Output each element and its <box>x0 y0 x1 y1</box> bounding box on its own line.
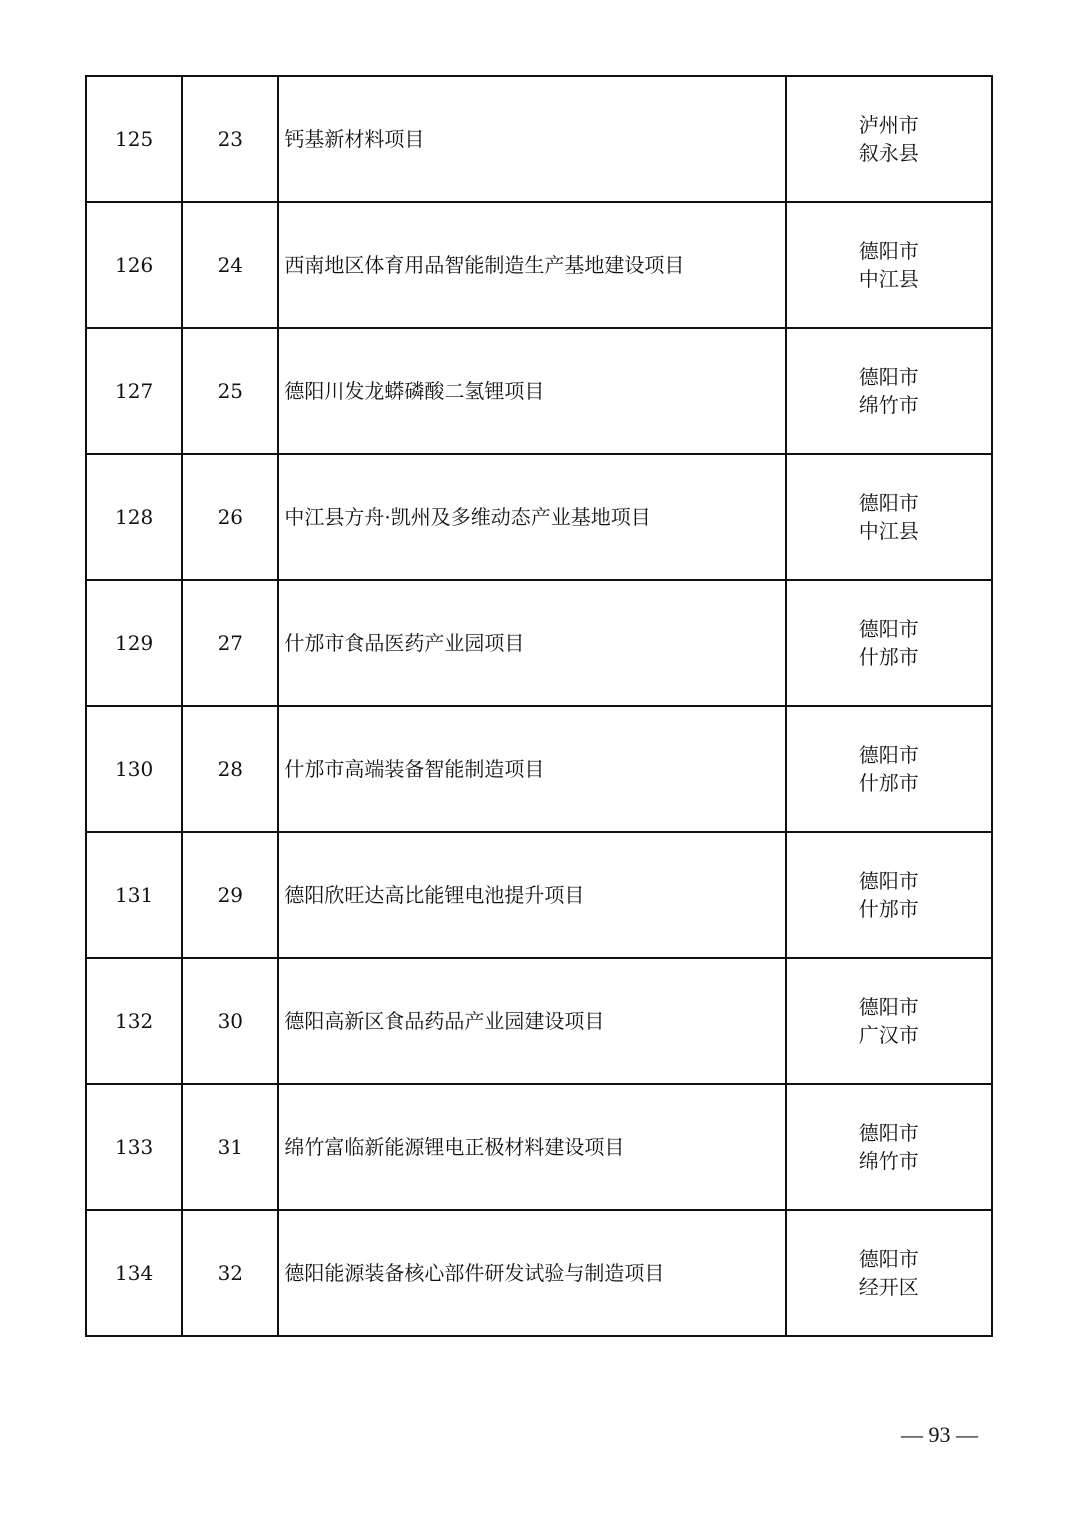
location-city: 德阳市 <box>858 239 919 263</box>
location-cell <box>786 706 992 832</box>
project-name-cell: 西南地区体育用品智能制造生产基地建设项目 <box>278 202 785 328</box>
location-cell <box>786 76 992 202</box>
location-county: 什邡市 <box>858 897 919 921</box>
seq-cell: 127 <box>86 328 182 454</box>
location-cell <box>786 202 992 328</box>
location-city: 德阳市 <box>858 1121 919 1145</box>
project-name-cell: 钙基新材料项目 <box>278 76 785 202</box>
location-county: 叙永县 <box>858 141 919 165</box>
table-row <box>86 832 992 958</box>
seq-cell: 131 <box>86 832 182 958</box>
project-table <box>85 75 993 1337</box>
table-row <box>86 580 992 706</box>
project-name-cell: 中江县方舟·凯州及多维动态产业基地项目 <box>278 454 785 580</box>
sub-seq-cell: 30 <box>182 958 278 1084</box>
location-county: 中江县 <box>858 519 919 543</box>
location-city: 泸州市 <box>858 113 919 137</box>
sub-seq-cell: 23 <box>182 76 278 202</box>
location-county: 绵竹市 <box>858 1149 919 1173</box>
sub-seq-cell: 24 <box>182 202 278 328</box>
location-city: 德阳市 <box>858 491 919 515</box>
project-name-cell: 什邡市食品医药产业园项目 <box>278 580 785 706</box>
table-row <box>86 1084 992 1210</box>
seq-cell: 129 <box>86 580 182 706</box>
location-cell <box>786 1210 992 1336</box>
project-name-cell: 德阳高新区食品药品产业园建设项目 <box>278 958 785 1084</box>
sub-seq-cell: 27 <box>182 580 278 706</box>
table-row <box>86 706 992 832</box>
location-city: 德阳市 <box>858 743 919 767</box>
table-row <box>86 328 992 454</box>
location-cell <box>786 1084 992 1210</box>
location-county: 绵竹市 <box>858 393 919 417</box>
project-name-cell: 德阳能源装备核心部件研发试验与制造项目 <box>278 1210 785 1336</box>
location-county: 什邡市 <box>858 645 919 669</box>
seq-cell: 128 <box>86 454 182 580</box>
sub-seq-cell: 29 <box>182 832 278 958</box>
sub-seq-cell: 25 <box>182 328 278 454</box>
table-row <box>86 76 992 202</box>
sub-seq-cell: 31 <box>182 1084 278 1210</box>
project-name-cell: 德阳欣旺达高比能锂电池提升项目 <box>278 832 785 958</box>
location-city: 德阳市 <box>858 1247 919 1271</box>
table-row <box>86 958 992 1084</box>
seq-cell: 126 <box>86 202 182 328</box>
location-county: 经开区 <box>858 1275 919 1299</box>
table-row <box>86 1210 992 1336</box>
seq-cell: 130 <box>86 706 182 832</box>
location-city: 德阳市 <box>858 869 919 893</box>
page-number: — 93 — <box>901 1422 978 1447</box>
seq-cell: 134 <box>86 1210 182 1336</box>
location-cell <box>786 832 992 958</box>
table-row <box>86 454 992 580</box>
seq-cell: 132 <box>86 958 182 1084</box>
location-city: 德阳市 <box>858 995 919 1019</box>
seq-cell: 133 <box>86 1084 182 1210</box>
project-name-cell: 德阳川发龙蟒磷酸二氢锂项目 <box>278 328 785 454</box>
location-cell <box>786 580 992 706</box>
seq-cell: 125 <box>86 76 182 202</box>
location-county: 什邡市 <box>858 771 919 795</box>
location-city: 德阳市 <box>858 617 919 641</box>
location-cell <box>786 958 992 1084</box>
location-cell <box>786 328 992 454</box>
sub-seq-cell: 28 <box>182 706 278 832</box>
location-city: 德阳市 <box>858 365 919 389</box>
sub-seq-cell: 32 <box>182 1210 278 1336</box>
project-name-cell: 什邡市高端装备智能制造项目 <box>278 706 785 832</box>
location-cell <box>786 454 992 580</box>
project-name-cell: 绵竹富临新能源锂电正极材料建设项目 <box>278 1084 785 1210</box>
location-county: 中江县 <box>858 267 919 291</box>
sub-seq-cell: 26 <box>182 454 278 580</box>
location-county: 广汉市 <box>858 1023 919 1047</box>
table-row <box>86 202 992 328</box>
